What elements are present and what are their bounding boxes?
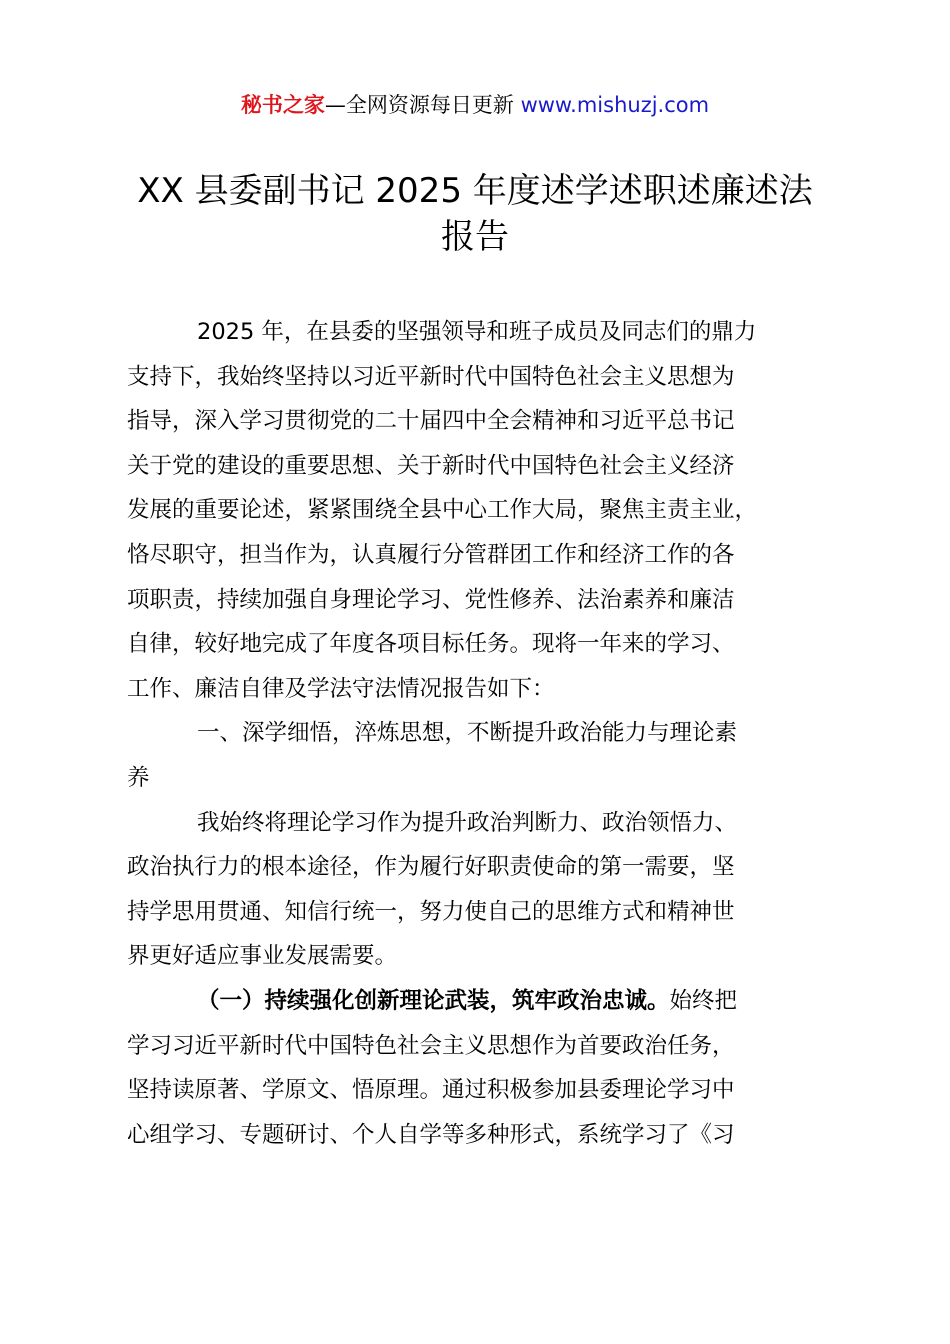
text-line: 心组学习、专题研讨、个人自学等多种形式，系统学习了《习 [127,1121,735,1148]
heading-line: 一、深学细悟，淬炼思想，不断提升政治能力与理论素 [197,720,738,747]
text-line: 工作、廉洁自律及学法守法情况报告如下： [127,675,555,702]
text-line: 界更好适应事业发展需要。 [127,943,398,970]
text-line: 坚持读原著、学原文、悟原理。通过积极参加县委理论学习中 [127,1077,735,1104]
brand-name: 秘书之家 [240,93,325,117]
intro-paragraph [127,310,837,711]
banner-tagline: —全网资源每日更新 [324,93,521,117]
text-line: 发展的重要论述，紧紧围绕全县中心工作大局，聚焦主责主业， [127,497,758,524]
text-line: 指导，深入学习贯彻党的二十届四中全会精神和习近平总书记 [127,408,735,435]
text-line: 支持下，我始终坚持以习近平新时代中国特色社会主义思想为 [127,363,735,390]
website-link[interactable]: www.mishuzj.com [520,93,710,117]
section-1-paragraph [127,801,837,979]
title-line-2: 报告 [441,217,509,257]
subsection-heading: （一）持续强化创新理论武装，筑牢政治忠诚。 [197,987,670,1014]
subsection-lead-text: 始终把 [669,987,738,1014]
text-line: 持学思用贯通、知信行统一，努力使自己的思维方式和精神世 [127,898,735,925]
text-line: 2025 年，在县委的坚强领导和班子成员及同志们的鼎力 [197,319,757,345]
text-line: 政治执行力的根本途径，作为履行好职责使命的第一需要，坚 [127,854,735,881]
text-line: 我始终将理论学习作为提升政治判断力、政治领悟力、 [197,809,738,836]
title-line-1: XX 县委副书记 2025 年度述学述职述廉述法 [137,171,813,211]
text-line: 自律，较好地完成了年度各项目标任务。现将一年来的学习、 [127,631,735,658]
text-line [127,979,837,1024]
document-body [127,310,837,1157]
subsection-1-paragraph [127,979,837,1157]
text-line: 关于党的建设的重要思想、关于新时代中国特色社会主义经济 [127,452,735,479]
section-heading-1 [127,711,837,800]
text-line: 项职责，持续加强自身理论学习、党性修养、法治素养和廉洁 [127,586,735,613]
text-line: 恪尽职守，担当作为，认真履行分管群团工作和经济工作的各 [127,541,735,568]
site-banner [0,88,950,122]
document-title [60,168,890,260]
text-line: 学习习近平新时代中国特色社会主义思想作为首要政治任务， [127,1032,735,1059]
heading-line: 养 [127,764,150,791]
